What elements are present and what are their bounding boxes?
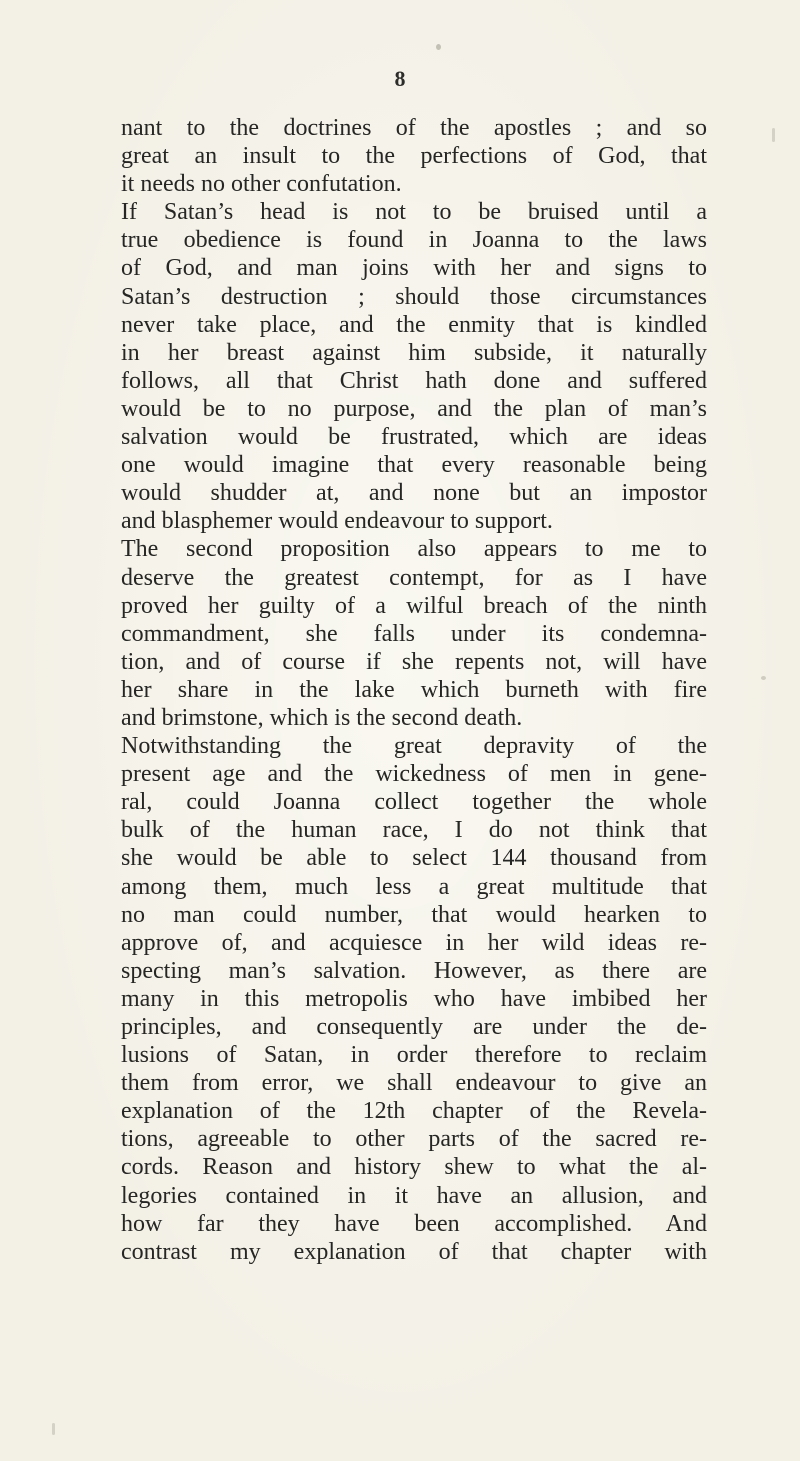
text-line: tions, agreeable to other parts of the sacred re- [121,1126,707,1153]
text-line: lusions of Satan, in order therefore to reclaim [121,1042,707,1069]
text-line: she would be able to select 144 thousand from [121,845,707,872]
body-text [121,114,707,1266]
text-line: present age and the wickedness of men in gene- [121,761,707,788]
text-line: many in this metropolis who have imbibed her [121,985,707,1012]
text-line: proved her guilty of a wilful breach of the ninth [121,592,707,619]
paper-speck [761,676,766,680]
text-line: cords. Reason and history shew to what the al- [121,1154,707,1181]
text-line: one would imagine that every reasonable being [121,452,707,479]
text-line: true obedience is found in Joanna to the laws [121,227,707,254]
text-line: commandment, she falls under its condemna- [121,620,707,647]
text-line: would be to no purpose, and the plan of man’s [121,395,707,422]
page-number: 8 [394,66,406,91]
paper-speck [436,44,441,50]
paper-speck [772,128,775,142]
text-line: Notwithstanding the great depravity of the [121,733,707,760]
text-line: never take place, and the enmity that is kindled [121,311,707,338]
text-line: her share in the lake which burneth with fire [121,676,707,703]
text-line: and blasphemer would endeavour to support. [121,508,553,535]
text-line: principles, and consequently are under the de- [121,1014,707,1040]
text-line: explanation of the 12th chapter of the Revela- [121,1098,707,1125]
text-line: tion, and of course if she repents not, will have [121,648,707,675]
text-line: nant to the doctrines of the apostles ; and so [121,115,707,141]
text-line: specting man’s salvation. However, as there are [121,957,707,984]
text-line: salvation would be frustrated, which are ideas [121,424,707,451]
text-line: The second proposition also appears to me to [121,536,707,563]
text-line: contrast my explanation of that chapter with [121,1238,707,1265]
text-line: of God, and man joins with her and signs to [121,255,707,282]
text-line: it needs no other confutation. [121,171,402,198]
text-line: would shudder at, and none but an impostor [121,480,707,507]
text-line: great an insult to the perfections of God, that [121,143,707,170]
text-line: no man could number, that would hearken to [121,901,707,928]
text-line: in her breast against him subside, it naturally [121,339,707,366]
text-line: among them, much less a great multitude that [121,873,707,900]
text-line: Satan’s destruction ; should those circumstances [121,283,707,310]
text-line: bulk of the human race, I do not think that [121,817,707,844]
text-line: and brimstone, which is the second death. [121,704,523,731]
text-line: approve of, and acquiesce in her wild ideas re- [121,929,707,956]
text-line: ral, could Joanna collect together the whole [121,789,707,816]
text-line: them from error, we shall endeavour to give an [121,1070,707,1097]
text-line: If Satan’s head is not to be bruised until a [121,199,707,226]
text-line: deserve the greatest contempt, for as I have [121,564,707,591]
paper-speck [52,1423,55,1435]
text-line: follows, all that Christ hath done and suffered [121,367,707,394]
text-line: legories contained in it have an allusion, and [121,1182,707,1209]
text-line: how far they have been accomplished. And [121,1210,707,1237]
